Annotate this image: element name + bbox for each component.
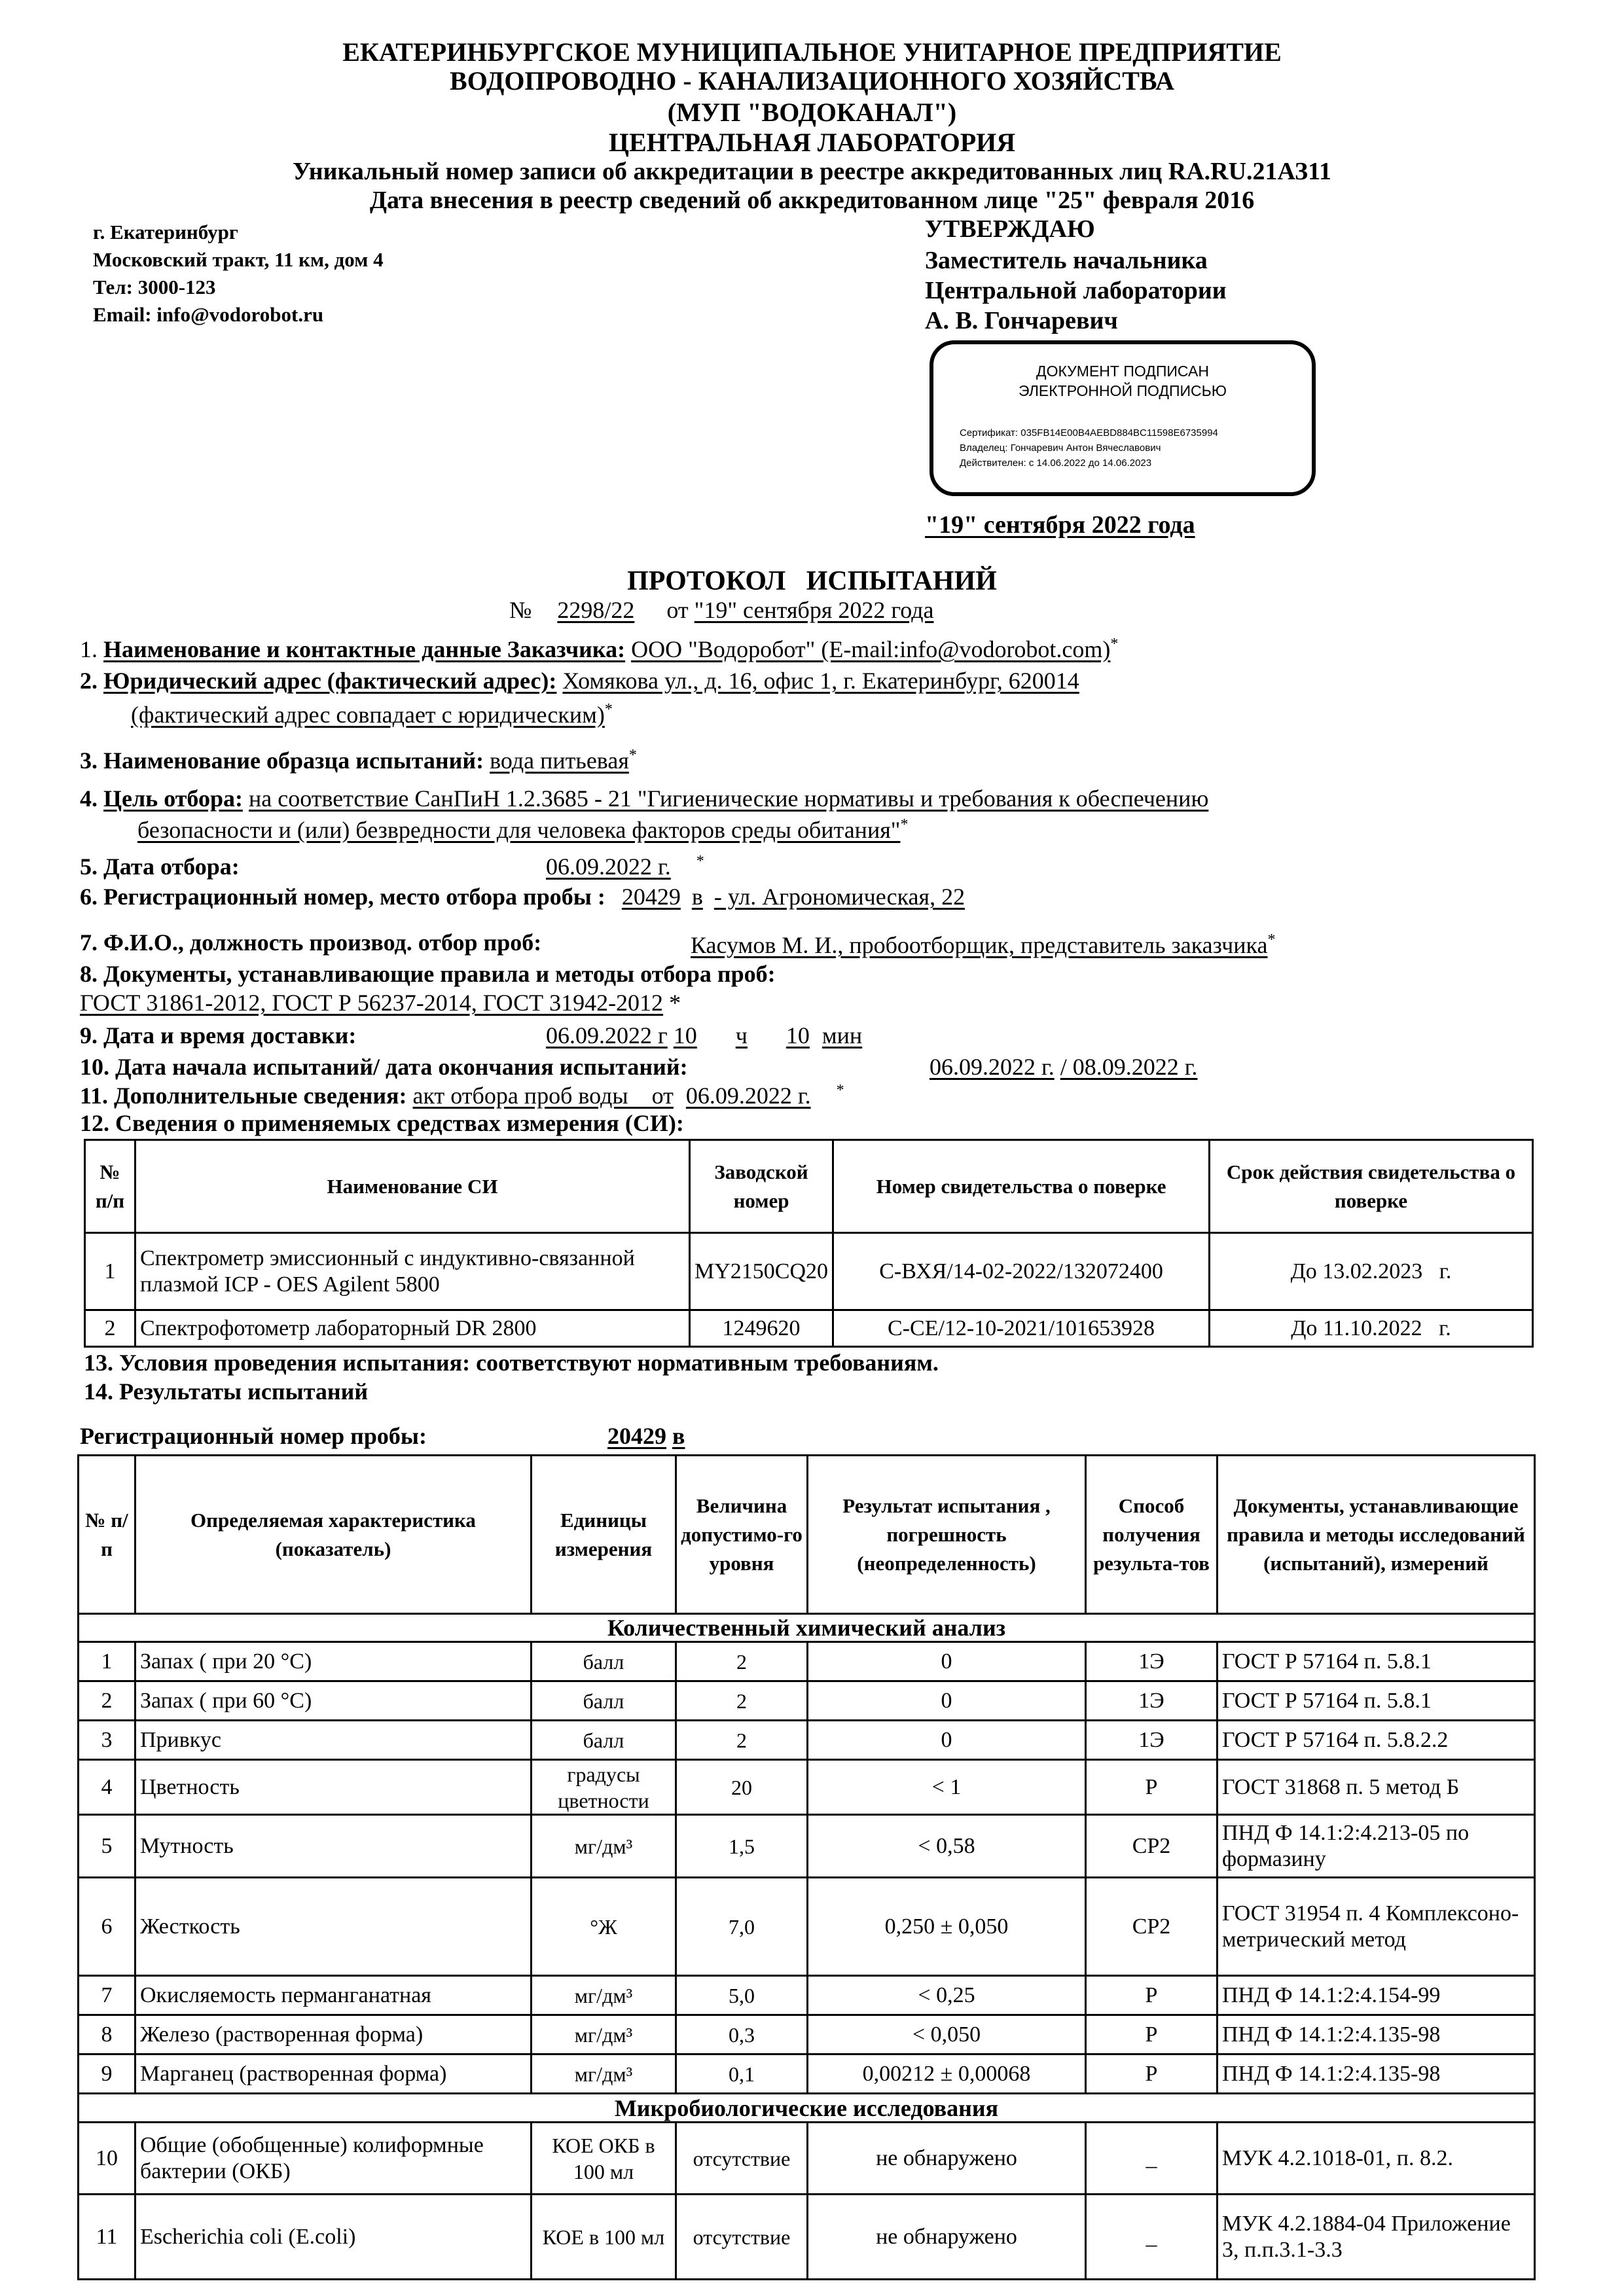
- result-cell: не обнаружено: [808, 2195, 1086, 2280]
- stamp-line2: ЭЛЕКТРОННОЙ ПОДПИСЬЮ: [1019, 382, 1227, 399]
- table-row: [79, 1878, 1535, 1976]
- result-cell: КОЕ ОКБ в 100 мл: [532, 2123, 676, 2195]
- item5-value: 06.09.2022 г.: [546, 853, 671, 880]
- contact-city: г. Екатеринбург: [93, 221, 238, 243]
- table-row: [79, 2195, 1535, 2280]
- table-row: [79, 2054, 1535, 2094]
- result-cell: ПНД Ф 14.1:2:4.154-99: [1218, 1976, 1535, 2015]
- approve-position-1: Заместитель начальника: [925, 247, 1208, 274]
- result-cell: _: [1086, 2123, 1218, 2195]
- result-cell: балл: [532, 1642, 676, 1681]
- result-cell: мг/дм³: [532, 1815, 676, 1878]
- result-cell: 7,0: [676, 1878, 808, 1976]
- section-row: [79, 1614, 1535, 1642]
- result-cell: 4: [79, 1760, 135, 1815]
- result-cell: Привкус: [135, 1721, 532, 1760]
- result-cell: Р: [1086, 2054, 1218, 2094]
- approve-date: "19" сентября 2022 года: [925, 511, 1195, 539]
- result-cell: 10: [79, 2123, 135, 2195]
- result-cell: МУК 4.2.1018-01, п. 8.2.: [1218, 2123, 1535, 2195]
- si-col-num: № п/п: [85, 1140, 135, 1233]
- si-col-name: Наименование СИ: [135, 1140, 690, 1233]
- result-cell: Р: [1086, 2015, 1218, 2054]
- result-cell: Железо (растворенная форма): [135, 2015, 532, 2054]
- section-chemical: Количественный химический анализ: [79, 1614, 1535, 1642]
- result-cell: Марганец (растворенная форма): [135, 2054, 532, 2094]
- si-cell: 1249620: [690, 1310, 833, 1347]
- protocol-no-label: №: [509, 597, 532, 623]
- item7-value: Касумов М. И., пробоотборщик, представитель заказчика: [691, 932, 1268, 958]
- item6-value: - ул. Агрономическая, 22: [713, 884, 965, 910]
- result-cell: < 0,58: [808, 1815, 1086, 1878]
- stamp-validity: Действителен: с 14.06.2022 до 14.06.2023: [960, 457, 1152, 469]
- item6-label: Регистрационный номер, место отбора пробы :: [103, 884, 605, 910]
- result-cell: 7: [79, 1976, 135, 2015]
- item3-value: вода питьевая: [490, 747, 629, 774]
- org-name-line1: ЕКАТЕРИНБУРГСКОЕ МУНИЦИПАЛЬНОЕ УНИТАРНОЕ ПРЕДПРИЯТИЕ: [342, 37, 1282, 67]
- item5-num: 5.: [80, 853, 98, 880]
- item4-value-2: безопасности и (или) безвредности для человека факторов среды обитания": [137, 817, 901, 843]
- result-cell: не обнаружено: [808, 2123, 1086, 2195]
- result-cell: ГОСТ Р 57164 п. 5.8.2.2: [1218, 1721, 1535, 1760]
- result-cell: ГОСТ 31954 п. 4 Комплексоно-метрический метод: [1218, 1878, 1535, 1976]
- item12-num: 12.: [80, 1110, 109, 1136]
- item11-label: Дополнительные сведения:: [114, 1083, 407, 1109]
- item9-minutes-label: мин: [821, 1022, 863, 1049]
- result-cell: ГОСТ Р 57164 п. 5.8.1: [1218, 1642, 1535, 1681]
- result-cell: ГОСТ Р 57164 п. 5.8.1: [1218, 1681, 1535, 1721]
- item6-reg: 20429: [621, 884, 681, 910]
- item8-label: Документы, устанавливающие правила и методы отбора проб:: [103, 961, 776, 987]
- result-cell: 3: [79, 1721, 135, 1760]
- item8-value: ГОСТ 31861-2012, ГОСТ Р 56237-2014, ГОСТ 31942-2012: [80, 990, 664, 1016]
- section-microbiology: Микробиологические исследования: [79, 2094, 1535, 2123]
- protocol-date: "19" сентября 2022 года: [694, 597, 934, 623]
- result-cell: Запах ( при 20 °С): [135, 1642, 532, 1681]
- result-cell: Р: [1086, 1976, 1218, 2015]
- item3-num: 3.: [80, 747, 98, 774]
- item4-num: 4.: [80, 785, 98, 812]
- stamp-owner: Владелец: Гончаревич Антон Вячеславович: [960, 442, 1161, 454]
- result-cell: Escherichia coli (E.coli): [135, 2195, 532, 2280]
- table-row: [79, 2123, 1535, 2195]
- item9-hours-label: ч: [735, 1022, 748, 1049]
- item14: 14. Результаты испытаний: [84, 1378, 369, 1405]
- protocol-title: ПРОТОКОЛ ИСПЫТАНИЙ: [627, 566, 997, 596]
- results-header-row: [79, 1456, 1535, 1614]
- item10-num: 10.: [80, 1054, 109, 1080]
- result-cell: ПНД Ф 14.1:2:4.135-98: [1218, 2054, 1535, 2094]
- si-cell: С-ВХЯ/14-02-2022/132072400: [833, 1233, 1210, 1310]
- item2-label: Юридический адрес (фактический адрес):: [103, 668, 557, 694]
- si-header-row: [85, 1140, 1533, 1233]
- contact-email: Email: info@vodorobot.ru: [93, 303, 324, 326]
- sample-number: 20429: [607, 1423, 666, 1449]
- item8-num: 8.: [80, 961, 98, 987]
- result-cell: < 0,25: [808, 1976, 1086, 2015]
- table-row: [79, 2015, 1535, 2054]
- result-cell: 2: [676, 1642, 808, 1681]
- e-signature-stamp: [929, 340, 1316, 496]
- table-row: [85, 1310, 1533, 1347]
- item11-num: 11.: [80, 1083, 109, 1109]
- item6-num: 6.: [80, 884, 98, 910]
- col-units: Единицы измерения: [532, 1456, 676, 1614]
- si-cell: Спектрометр эмиссионный с индуктивно-связанной плазмой ICP - OES Agilent 5800: [135, 1233, 690, 1310]
- item4-value: на соответствие СанПиН 1.2.3685 - 21 "Гигиенические нормативы и требования к обеспечению: [248, 785, 1209, 812]
- table-row: [85, 1233, 1533, 1310]
- approve-position-2: Центральной лаборатории: [925, 277, 1227, 304]
- result-cell: 0: [808, 1642, 1086, 1681]
- result-cell: отсутствие: [676, 2195, 808, 2280]
- si-col-validity: Срок действия свидетельства о поверке: [1210, 1140, 1533, 1233]
- col-method: Способ получения результа-тов: [1086, 1456, 1218, 1614]
- results-table: [77, 1454, 1536, 2280]
- sample-label: Регистрационный номер пробы:: [80, 1423, 427, 1449]
- table-row: [79, 1760, 1535, 1815]
- result-cell: Жесткость: [135, 1878, 532, 1976]
- item9-hours: 10: [673, 1022, 697, 1049]
- result-cell: 0: [808, 1721, 1086, 1760]
- result-cell: СР2: [1086, 1878, 1218, 1976]
- sample-letter: в: [672, 1423, 685, 1449]
- result-cell: < 0,050: [808, 2015, 1086, 2054]
- item2-value-2: (фактический адрес совпадает с юридическим): [131, 702, 605, 728]
- si-col-cert: Номер свидетельства о поверке: [833, 1140, 1210, 1233]
- item13: 13. Условия проведения испытания: соответствуют нормативным требованиям.: [84, 1350, 939, 1376]
- item9-minutes: 10: [785, 1022, 810, 1049]
- table-row: [79, 1815, 1535, 1878]
- result-cell: 1Э: [1086, 1642, 1218, 1681]
- item1-num: 1.: [80, 636, 98, 662]
- table-row: [79, 1721, 1535, 1760]
- stamp-certificate: Сертификат: 035FB14E00B4AEBD884BC11598E6735994: [960, 427, 1218, 439]
- table-row: [79, 1642, 1535, 1681]
- item12-label: Сведения о применяемых средствах измерения (СИ):: [115, 1110, 684, 1136]
- result-cell: 5: [79, 1815, 135, 1878]
- item7-num: 7.: [80, 929, 98, 956]
- item3-label: Наименование образца испытаний:: [103, 747, 484, 774]
- item5-label: Дата отбора:: [103, 853, 240, 880]
- col-result: Результат испытания , погрешность (неопределенность): [808, 1456, 1086, 1614]
- si-cell: До 13.02.2023 г.: [1210, 1233, 1533, 1310]
- result-cell: Окисляемость перманганатная: [135, 1976, 532, 2015]
- approve-title: УТВЕРЖДАЮ: [925, 215, 1095, 243]
- section-row: [79, 2094, 1535, 2123]
- result-cell: Общие (обобщенные) колиформные бактерии (ОКБ): [135, 2123, 532, 2195]
- lab-name: ЦЕНТРАЛЬНАЯ ЛАБОРАТОРИЯ: [608, 128, 1016, 157]
- contact-phone: Тел: 3000-123: [93, 276, 216, 298]
- item11-date: 06.09.2022 г.: [685, 1083, 811, 1109]
- accreditation-number: Уникальный номер записи об аккредитации в реестре аккредитованных лиц RA.RU.21АЗ11: [293, 158, 1331, 185]
- result-cell: 9: [79, 2054, 135, 2094]
- result-cell: 0,250 ± 0,050: [808, 1878, 1086, 1976]
- item7-label: Ф.И.О., должность производ. отбор проб:: [103, 929, 542, 956]
- approve-name: А. В. Гончаревич: [925, 307, 1118, 334]
- col-documents: Документы, устанавливающие правила и методы исследований (испытаний), измерений: [1218, 1456, 1535, 1614]
- si-table: [84, 1139, 1534, 1348]
- org-abbr: (МУП "ВОДОКАНАЛ"): [667, 98, 957, 127]
- protocol-number: 2298/22: [557, 597, 635, 623]
- result-cell: КОЕ в 100 мл: [532, 2195, 676, 2280]
- item9-label: Дата и время доставки:: [103, 1022, 357, 1049]
- result-cell: мг/дм³: [532, 2015, 676, 2054]
- result-cell: 0,3: [676, 2015, 808, 2054]
- result-cell: °Ж: [532, 1878, 676, 1976]
- result-cell: 2: [79, 1681, 135, 1721]
- result-cell: градусы цветности: [532, 1760, 676, 1815]
- result-cell: Р: [1086, 1760, 1218, 1815]
- result-cell: 2: [676, 1721, 808, 1760]
- result-cell: ПНД Ф 14.1:2:4.213-05 по формазину: [1218, 1815, 1535, 1878]
- si-cell: MY2150CQ20: [690, 1233, 833, 1310]
- result-cell: _: [1086, 2195, 1218, 2280]
- item4-label: Цель отбора:: [103, 785, 243, 812]
- result-cell: 1Э: [1086, 1721, 1218, 1760]
- result-cell: 1,5: [676, 1815, 808, 1878]
- result-cell: ПНД Ф 14.1:2:4.135-98: [1218, 2015, 1535, 2054]
- item2-num: 2.: [80, 668, 98, 694]
- table-row: [79, 1976, 1535, 2015]
- result-cell: ГОСТ 31868 п. 5 метод Б: [1218, 1760, 1535, 1815]
- item2-value: Хомякова ул., д. 16, офис 1, г. Екатеринбург, 620014: [562, 668, 1079, 694]
- si-cell: Спектрофотометр лабораторный DR 2800: [135, 1310, 690, 1347]
- item10-start: 06.09.2022 г.: [929, 1054, 1055, 1080]
- si-cell: До 11.10.2022 г.: [1210, 1310, 1533, 1347]
- result-cell: 20: [676, 1760, 808, 1815]
- item9-date: 06.09.2022 г: [546, 1022, 668, 1049]
- result-cell: 2: [676, 1681, 808, 1721]
- result-cell: 0,00212 ± 0,00068: [808, 2054, 1086, 2094]
- result-cell: мг/дм³: [532, 2054, 676, 2094]
- result-cell: 5,0: [676, 1976, 808, 2015]
- result-cell: 1: [79, 1642, 135, 1681]
- stamp-line1: ДОКУМЕНТ ПОДПИСАН: [1036, 363, 1209, 380]
- item1-label: Наименование и контактные данные Заказчика:: [103, 636, 626, 662]
- col-num: № п/п: [79, 1456, 135, 1614]
- result-cell: отсутствие: [676, 2123, 808, 2195]
- si-cell: 1: [85, 1233, 135, 1310]
- result-cell: 0,1: [676, 2054, 808, 2094]
- accreditation-date: Дата внесения в реестр сведений об аккредитованном лице "25" февраля 2016: [369, 187, 1255, 214]
- item11-value: акт отбора проб воды от: [412, 1083, 674, 1109]
- item10-end: / 08.09.2022 г.: [1060, 1054, 1198, 1080]
- result-cell: Запах ( при 60 °С): [135, 1681, 532, 1721]
- result-cell: 0: [808, 1681, 1086, 1721]
- result-cell: МУК 4.2.1884-04 Приложение 3, п.п.3.1-3.3: [1218, 2195, 1535, 2280]
- result-cell: Цветность: [135, 1760, 532, 1815]
- col-limit: Величина допустимо-го уровня: [676, 1456, 808, 1614]
- item9-num: 9.: [80, 1022, 98, 1049]
- item1-value: ООО "Водоробот" (E-mail:info@vodorobot.com): [631, 636, 1111, 662]
- item10-label: Дата начала испытаний/ дата окончания испытаний:: [115, 1054, 688, 1080]
- result-cell: балл: [532, 1721, 676, 1760]
- protocol-from-label: от: [666, 597, 689, 623]
- result-cell: 1Э: [1086, 1681, 1218, 1721]
- org-name-line2: ВОДОПРОВОДНО - КАНАЛИЗАЦИОННОГО ХОЗЯЙСТВА: [450, 66, 1174, 96]
- si-col-serial: Заводской номер: [690, 1140, 833, 1233]
- table-row: [79, 1681, 1535, 1721]
- result-cell: 6: [79, 1878, 135, 1976]
- si-cell: С-СЕ/12-10-2021/101653928: [833, 1310, 1210, 1347]
- result-cell: < 1: [808, 1760, 1086, 1815]
- contact-address: Московский тракт, 11 км, дом 4: [93, 248, 384, 271]
- result-cell: Мутность: [135, 1815, 532, 1878]
- col-characteristic: Определяемая характеристика (показатель): [135, 1456, 532, 1614]
- result-cell: мг/дм³: [532, 1976, 676, 2015]
- result-cell: 8: [79, 2015, 135, 2054]
- result-cell: балл: [532, 1681, 676, 1721]
- item6-letter: в: [691, 884, 703, 910]
- result-cell: СР2: [1086, 1815, 1218, 1878]
- si-cell: 2: [85, 1310, 135, 1347]
- result-cell: 11: [79, 2195, 135, 2280]
